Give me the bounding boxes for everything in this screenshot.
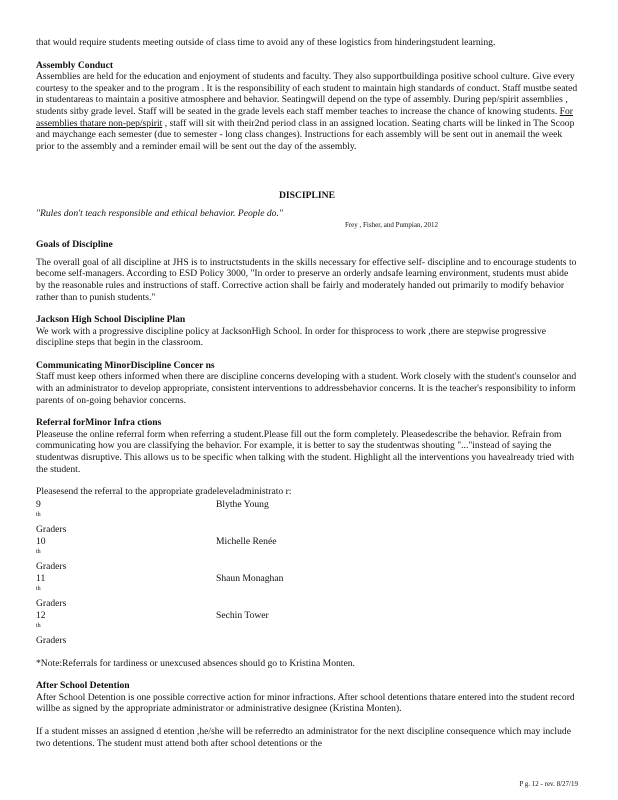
quote-citation: Frey , Fisher, and Pumpian, 2012 — [344, 220, 438, 229]
grade-label: 10 $^{th}$ Graders — [36, 535, 67, 573]
referral-paragraph: Pleaseuse the online referral form when referring a student.Please fill out the form completely. Pleasedescribe the behavior. Refrain from communicating how you are classifying the behavior. For example, it is better to say the studentwas shouting "..."instead of saying the studentwas disruptive. This allows us to be specific when talking with the student. Highlight all the interventions you havealready tried with the student. — [36, 428, 575, 475]
discipline-quote: "Rules don't teach responsible and ethical behavior. People do." — [36, 207, 283, 219]
page-footer: P g. 12 - rev. 8/27/19 — [519, 780, 578, 788]
discipline-title: DISCIPLINE — [279, 190, 335, 202]
grade-admin: Shaun Monaghan — [216, 572, 284, 584]
assembly-text-before: Assemblies are held for the education and enjoyment of students and faculty. They also supportbuildinga positive school culture. Give every courtesy to the speaker and to the program . It is the responsibility of each student to maintain high standards of conduct. Staff mustbe seated in studentareas to maintain a positive atmosphere and behavior. Seatingwill depend on the type of assembly. During pep/spirit assemblies , students sitby grade level. Staff will be seated in the grade levels each staff member teaches to increase the chance of knowing students. — [36, 71, 578, 117]
grade-admin: Michelle Renée — [216, 535, 277, 547]
assembly-underlined-text: For assemblies thatare non-pep/spirit — [36, 105, 573, 129]
goals-heading: Goals of Discipline — [36, 239, 113, 251]
grade-label: 12 $^{th}$ Graders — [36, 609, 67, 647]
document-page — [36, 37, 578, 749]
grade-admin: Blythe Young — [216, 498, 269, 510]
grade-admin-list — [36, 499, 578, 647]
tardiness-note: *Note:Referrals for tardiness or unexcused absences should go to Kristina Monten. — [36, 657, 355, 669]
send-referral-line: Pleasesend the referral to the appropriate gradeleveladministrato r: — [36, 486, 292, 498]
plan-heading: Jackson High School Discipline Plan — [36, 314, 186, 326]
referral-heading: Referral forMinor Infra ctions — [36, 417, 162, 429]
intro-paragraph: that would require students meeting outside of class time to avoid any of these logistics from hinderingstudent learning. — [36, 37, 496, 48]
concerns-heading: Communicating MinorDiscipline Concer ns — [36, 359, 215, 371]
missed-detention-paragraph: If a student misses an assigned d etention ,he/she will be referredto an administrator for the next discipline consequence which may include two detentions. The student must attend both after school detentions or the — [36, 726, 571, 749]
concerns-paragraph: Staff must keep others informed when there are discipline concerns developing with a student. Work closely with the student's counselor and with an administrator to develop appropriate, consistent interventions to addressbehavior concerns. It is the teacher's responsibility to inform parents of on-going behavior concerns. — [36, 371, 577, 406]
assembly-text-after: , staff will sit with their2nd period class in an assigned location. Seating charts will be linked in The Scoop and maychange each semester (due to semester - long class changes). Instructions for each assembly will be sent out in anemail the week prior to the assembly and a reminder email will be sent out the day of the assembly. — [36, 117, 575, 152]
goals-paragraph: The overall goal of all discipline at JHS is to instructstudents in the skills necessary for effective self- discipline and to encourage students to become self-managers. According to ESD Policy 3000, "In order to preserve an orderly andsafe learning environment, students must abide by the reasonable rules and instructions of staff. Corrective action shall be fairly and moderately handed out primarily to modify behavior rather than to punish students." — [36, 256, 577, 303]
plan-paragraph: We work with a progressive discipline policy at JacksonHigh School. In order for thisprocess to work ,there are stepwise progressive discipline steps that begin in the classroom. — [36, 325, 546, 349]
detention-heading: After School Detention — [36, 680, 130, 692]
assembly-paragraph — [36, 71, 578, 152]
grade-label: 11 $^{th}$ Graders — [36, 572, 67, 610]
grade-admin: Sechin Tower — [216, 609, 269, 621]
detention-paragraph: After School Detention is one possible corrective action for minor infractions. After school detentions thatare entered into the student record willbe as signed by the appropriate administrator or administrative designee (Kristina Monten). — [36, 691, 575, 715]
grade-label: 9 $^{th}$ Graders — [36, 498, 67, 536]
assembly-heading: Assembly Conduct — [36, 59, 114, 71]
